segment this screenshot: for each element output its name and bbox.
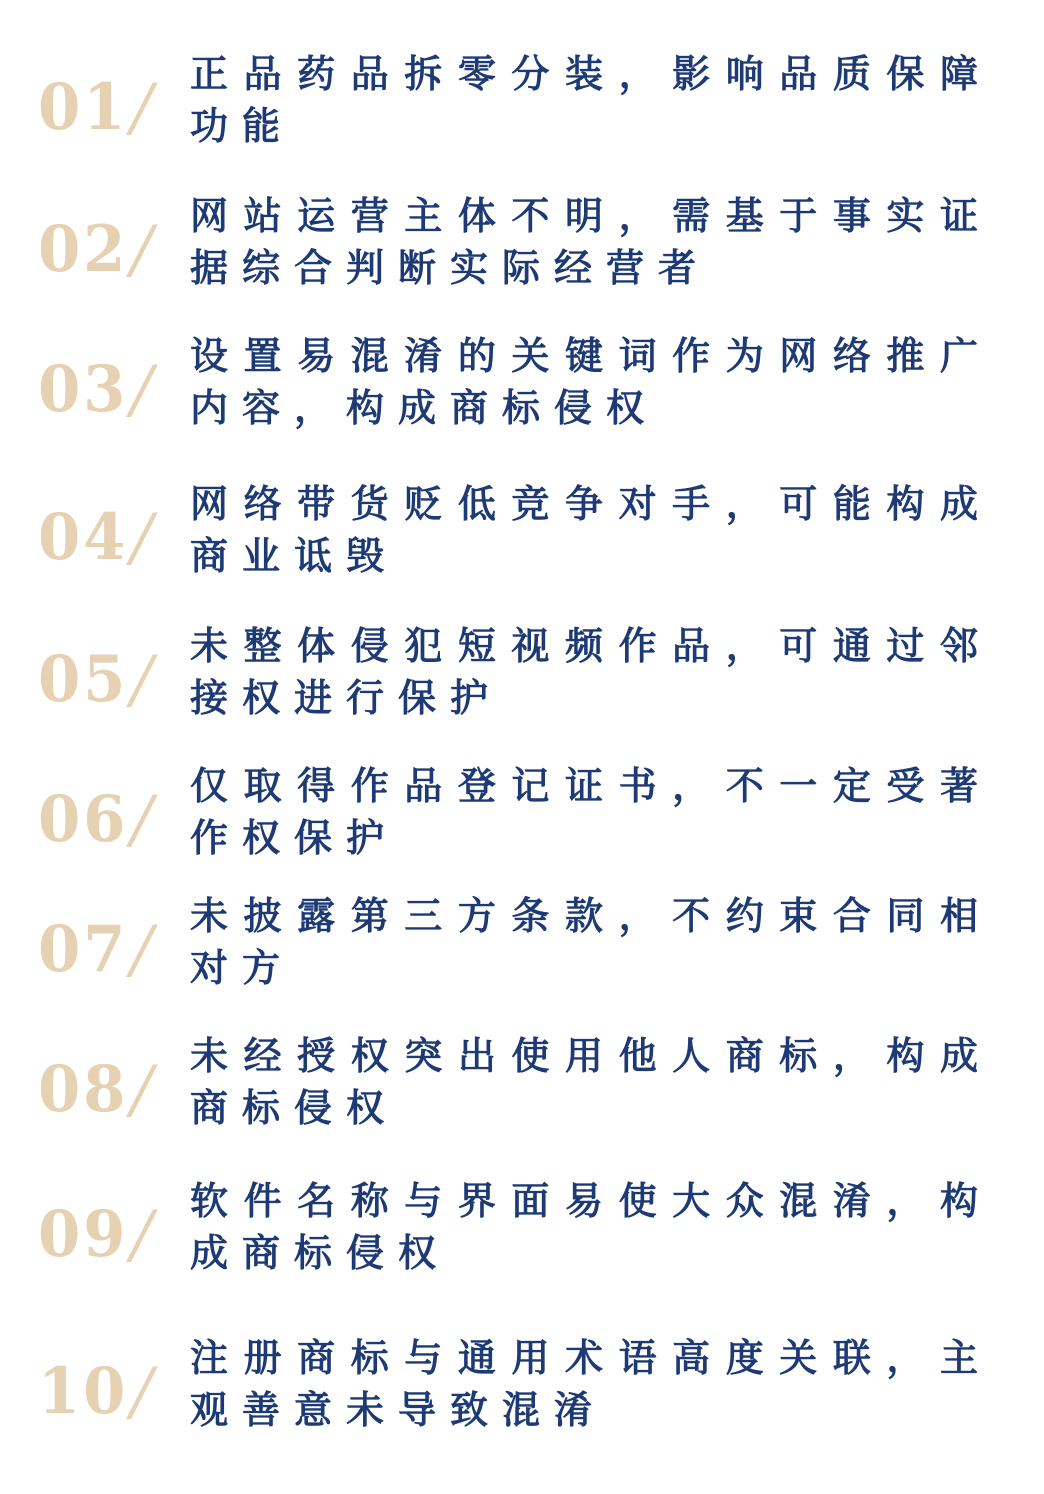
item-number-digits: 09 [38, 1197, 129, 1272]
item-number-slash: / [131, 783, 156, 857]
item-number-slash: / [131, 1355, 156, 1429]
item-text: 设置易混淆的关键词作为网络推广内容，构成商标侵权 [190, 334, 992, 430]
list-item [0, 1030, 1044, 1150]
item-number [38, 1354, 156, 1429]
item-text: 仅取得作品登记证书，不一定受著作权保护 [190, 764, 992, 860]
item-text: 正品药品拆零分装，影响品质保障功能 [190, 52, 992, 148]
item-number-slash: / [131, 913, 156, 987]
item-number-digits: 08 [38, 1052, 129, 1127]
item-text: 软件名称与界面易使大众混淆，构成商标侵权 [190, 1179, 992, 1275]
item-number-digits: 03 [38, 352, 129, 427]
item-number [38, 1197, 156, 1272]
item-text: 未披露第三方条款，不约束合同相对方 [190, 894, 992, 990]
item-number [38, 70, 156, 145]
item-number [38, 352, 156, 427]
item-number-digits: 10 [38, 1354, 129, 1429]
item-number-digits: 06 [38, 782, 129, 857]
list-item [0, 1332, 1044, 1452]
list-item [0, 330, 1044, 450]
list-item [0, 48, 1044, 168]
item-number-slash: / [131, 643, 156, 717]
item-text: 网络带货贬低竞争对手，可能构成商业诋毁 [190, 482, 992, 578]
item-number-slash: / [131, 1053, 156, 1127]
item-number-digits: 01 [38, 70, 129, 145]
item-number-digits: 04 [38, 500, 129, 575]
item-number [38, 1052, 156, 1127]
list-item [0, 190, 1044, 310]
item-number [38, 782, 156, 857]
item-number-slash: / [131, 213, 156, 287]
item-number-digits: 05 [38, 642, 129, 717]
item-number-slash: / [131, 71, 156, 145]
list-item [0, 760, 1044, 880]
item-text: 注册商标与通用术语高度关联，主观善意未导致混淆 [190, 1336, 992, 1432]
list-item [0, 620, 1044, 740]
item-text: 未经授权突出使用他人商标，构成商标侵权 [190, 1034, 992, 1130]
list-item [0, 478, 1044, 598]
item-number-slash: / [131, 353, 156, 427]
item-number [38, 212, 156, 287]
item-number [38, 500, 156, 575]
item-number-digits: 07 [38, 912, 129, 987]
item-number [38, 642, 156, 717]
item-text: 未整体侵犯短视频作品，可通过邻接权进行保护 [190, 624, 992, 720]
list-item [0, 1175, 1044, 1295]
item-number-slash: / [131, 501, 156, 575]
item-text: 网站运营主体不明，需基于事实证据综合判断实际经营者 [190, 194, 992, 290]
item-number [38, 912, 156, 987]
list-item [0, 890, 1044, 1010]
item-number-slash: / [131, 1198, 156, 1272]
item-number-digits: 02 [38, 212, 129, 287]
